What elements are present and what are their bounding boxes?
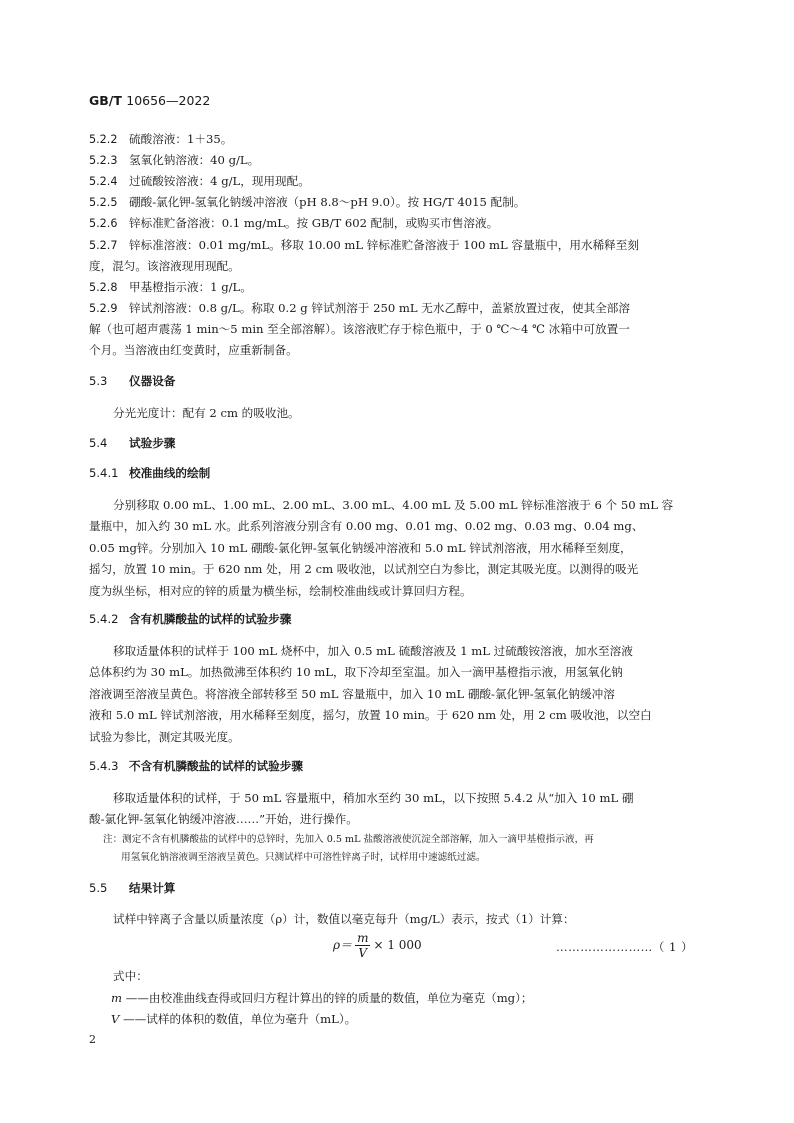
section-5-4-heading: 5.4 试验步骤: [89, 436, 176, 450]
clause-5-2-7-cont: 度，混匀。该溶液现用现配。: [89, 259, 240, 273]
section-5-5-text: 试样中锌离子含量以质量浓度（ρ）计，数值以毫克每升（mg/L）表示，按式（1）计算：: [113, 912, 575, 926]
clause-5-2-2: 5.2.2 硫酸溶液：1＋35。: [89, 132, 233, 146]
page-number: 2: [89, 1033, 96, 1046]
clause-5-2-6: 5.2.6 锌标准贮备溶液：0.1 mg/mL。按 GB/T 602 配制，或购买市售溶液。: [89, 216, 499, 230]
section-5-4-3-heading: 5.4.3 不含有机膦酸盐的试样的试验步骤: [89, 759, 303, 773]
clause-5-2-8: 5.2.8 甲基橙指示液：1 g/L。: [89, 280, 252, 294]
formula-numerator: m: [357, 931, 369, 945]
standard-code-header: [89, 93, 210, 108]
section-5-4-1-heading: 5.4.1 校准曲线的绘制: [89, 466, 211, 480]
standard-code: GB/T: [89, 93, 122, 108]
clause-5-2-5: 5.2.5 硼酸-氯化钾-氢氧化钠缓冲溶液（pH 8.8～pH 9.0）。按 HG/T 4015 配制。: [89, 195, 526, 209]
standard-number: 10656—2022: [126, 93, 211, 108]
section-5-3-text: 分光光度计：配有 2 cm 的吸收池。: [113, 406, 300, 420]
note: 注：测定不含有机膦酸盐的试样中的总锌时，先加入 0.5 mL 盐酸溶液使沉淀全部溶解，加入一滴甲基橙指示液，再 用氢氧化钠溶液调至溶液呈黄色。只测试样中可溶性锌离子时，试样用中速滤纸过滤。: [103, 834, 594, 863]
clause-5-2-7: 5.2.7 锌标准溶液：0.01 mg/mL。移取 10.00 mL 锌标准贮备溶液于 100 mL 容量瓶中，用水稀释至刻: [89, 238, 639, 252]
formula-rhs: × 1 000: [373, 938, 422, 952]
variable-m: m ——由校准曲线查得或回归方程计算出的锌的质量的数值，单位为毫克（mg）；: [111, 991, 533, 1005]
where-label: 式中：: [113, 969, 148, 983]
clause-5-2-4: 5.2.4 过硫酸铵溶液：4 g/L，现用现配。: [89, 174, 310, 188]
formula-fraction: [355, 931, 370, 960]
clause-5-2-3: 5.2.3 氢氧化钠溶液：40 g/L。: [89, 153, 260, 167]
section-5-4-3-paragraph: 移取适量体积的试样，于 50 mL 容量瓶中，稍加水至约 30 mL，以下按照 5.4.2 从“加入 10 mL 硼 酸-氯化钾-氢氧化钠缓冲溶液……”开始，进行操作。: [89, 791, 634, 827]
formula-lhs: ρ＝: [333, 938, 353, 952]
clause-5-2-9: 5.2.9 锌试剂溶液：0.8 g/L。称取 0.2 g 锌试剂溶于 250 mL 无水乙醇中，盖紧放置过夜，使其全部溶: [89, 301, 630, 315]
section-5-3-heading: 5.3 仪器设备: [89, 374, 176, 388]
section-5-4-2-heading: 5.4.2 含有机膦酸盐的试样的试验步骤: [89, 612, 292, 626]
equation-number: ……………………（ 1 ）: [556, 940, 694, 954]
formula-1: [333, 931, 422, 960]
clause-5-2-9-cont-1: 解（也可超声震荡 1 min～5 min 至全部溶解）。该溶液贮存于棕色瓶中，于 0 ℃～4 ℃ 冰箱中可放置一: [89, 322, 630, 336]
section-5-5-heading: 5.5 结果计算: [89, 881, 176, 895]
clause-5-2-9-cont-2: 个月。当溶液由红变黄时，应重新制备。: [89, 343, 298, 357]
formula-denominator: V: [358, 946, 368, 960]
section-5-4-1-paragraph: 分别移取 0.00 mL、1.00 mL、2.00 mL、3.00 mL、4.00 mL 及 5.00 mL 锌标准溶液于 6 个 50 mL 容 量瓶中，加入约 30 mL 水。此系列溶液分别含有 0.00 mg、0.01 mg、0.02 mg、0.03 mg、0.04 mg、 0.05 mg锌。分别加入 10 mL 硼酸-氯化钾-氢氧化钠缓冲溶液和 5.0 mL 锌试剂溶液，用水稀释至刻度， 摇匀，放置 10 min。于 620 nm 处，用 2 cm 吸收池，以试剂空白为参比，测定其吸光度。以测得的吸光 度为纵坐标，相对应的锌的质量为横坐标，绘制校准曲线或计算回归方程。: [89, 498, 674, 598]
variable-v: V ——试样的体积的数值，单位为毫升（mL）。: [111, 1012, 357, 1026]
section-5-4-2-paragraph: 移取适量体积的试样于 100 mL 烧杯中，加入 0.5 mL 硫酸溶液及 1 mL 过硫酸铵溶液，加水至溶液 总体积约为 30 mL。加热微沸至体积约 10 mL，取下冷却至室温。加入一滴甲基橙指示液，用氢氧化钠 溶液调至溶液呈黄色。将溶液全部转移至 50 mL 容量瓶中，加入 10 mL 硼酸-氯化钾-氢氧化钠缓冲溶 液和 5.0 mL 锌试剂溶液，用水稀释至刻度，摇匀，放置 10 min。于 620 nm 处，用 2 cm 吸收池，以空白 试验为参比，测定其吸光度。: [89, 644, 652, 744]
